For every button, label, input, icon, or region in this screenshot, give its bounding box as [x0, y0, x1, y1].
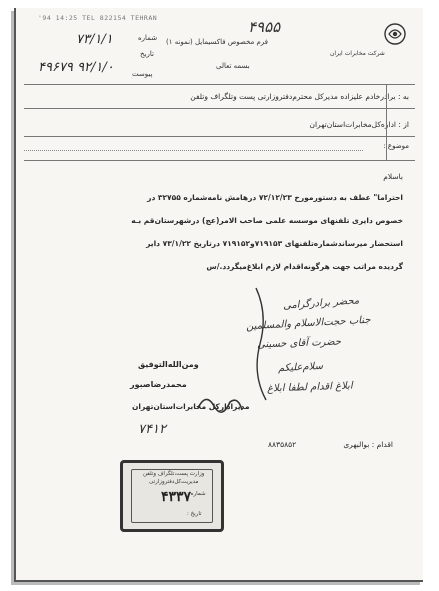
- handwritten-line-2: جناب حجت‌الاسلام والمسلمین: [246, 314, 372, 333]
- registry-stamp: [120, 460, 224, 532]
- org-name: شرکت مخابرات ایران: [330, 50, 385, 57]
- subject-dotted-line: [24, 150, 363, 151]
- number-value: ۷۳/۱/۱: [76, 32, 113, 47]
- telecom-logo-icon: [383, 22, 407, 46]
- form-title: فرم مخصوص فاکسیمایل (نمونه ۱): [166, 38, 269, 46]
- fax-transmission-header: '94 14:25 TEL 822154 TEHRAN: [38, 14, 158, 22]
- handwritten-line-4: سلام‌علیکم: [277, 360, 324, 375]
- body-line-2: خصوص دایری تلفنهای موسسه علمی صاحب الامر(عج) درشهرستان‌قم بـه: [131, 216, 403, 225]
- signatory-name: محمدرضاصبور: [130, 380, 187, 389]
- from-line: از : اداره‌کل‌مخابرات‌استان‌تهران: [309, 120, 409, 129]
- left-scribble-number: ۷۴۱۲: [138, 422, 166, 437]
- stamp-line-2: مدیریت‌کل‌دفتروزارتی: [149, 479, 199, 485]
- salutation: باسلام: [383, 172, 403, 181]
- stamp-line-1: وزارت پست،تلگراف وتلفن: [143, 471, 205, 477]
- handwritten-line-1: محضر برادرگرامی: [282, 295, 360, 312]
- handwritten-line-5: ابلاغ اقدام لطفا ابلاغ: [267, 380, 354, 395]
- date-value: ۹۲/۱/۰ ۴۹۶۷۹: [38, 60, 114, 75]
- action-number: ۸۸۳۵۸۵۲: [268, 440, 297, 449]
- stamp-number: ۴۳۳۷: [161, 489, 192, 505]
- reference-number: ۴۹۵۵: [248, 18, 281, 36]
- to-divider: [24, 108, 415, 109]
- header-divider: [24, 84, 415, 85]
- body-line-3: استحضار میرساندشماره‌تلفنهای ۷۱۹۱۵۳و۷۱۹۱۵۲ درتاریخ ۷۳/۱/۲۲ دایر: [146, 239, 403, 248]
- body-line-4: گردیده مراتب جهت هرگونه‌اقدام لازم ابلاغ‌میگردد./س: [206, 262, 403, 271]
- document-page: [14, 8, 423, 582]
- date-label: تاریخ: [140, 50, 154, 58]
- to-line: به : برادرخادم علیزاده مدیرکل محترم‌دفتروزارتی پست وتلگراف وتلفن: [190, 92, 409, 101]
- stamp-line-4: تاریخ :: [187, 511, 202, 517]
- subject-label: موضوع :: [383, 142, 409, 150]
- attachment-label: پیوست: [132, 70, 153, 78]
- handwritten-line-3: حضرت آقای حسینی: [256, 336, 342, 351]
- from-divider: [24, 136, 415, 137]
- bismillah: بسمه تعالی: [216, 62, 250, 70]
- header-column-divider: [386, 84, 387, 160]
- closing: ومن‌الله‌التوفیق: [138, 360, 199, 369]
- subject-divider: [24, 160, 415, 161]
- signatory-title: مدیرادارکل مخابرات‌استان‌تهران: [132, 402, 250, 411]
- handwriting-bracket: [248, 284, 278, 404]
- action-label: اقدام : بوالبهری: [343, 440, 393, 449]
- body-line-1: احتراما" عطف به دستورمورخ ۷۲/۱۲/۲۳ درهامش نامه‌شماره ۳۲۷۵۵ در: [147, 193, 403, 202]
- number-label: شماره: [138, 34, 158, 42]
- signature-icon: [194, 388, 246, 418]
- stamp-line-3: شماره :: [187, 491, 206, 497]
